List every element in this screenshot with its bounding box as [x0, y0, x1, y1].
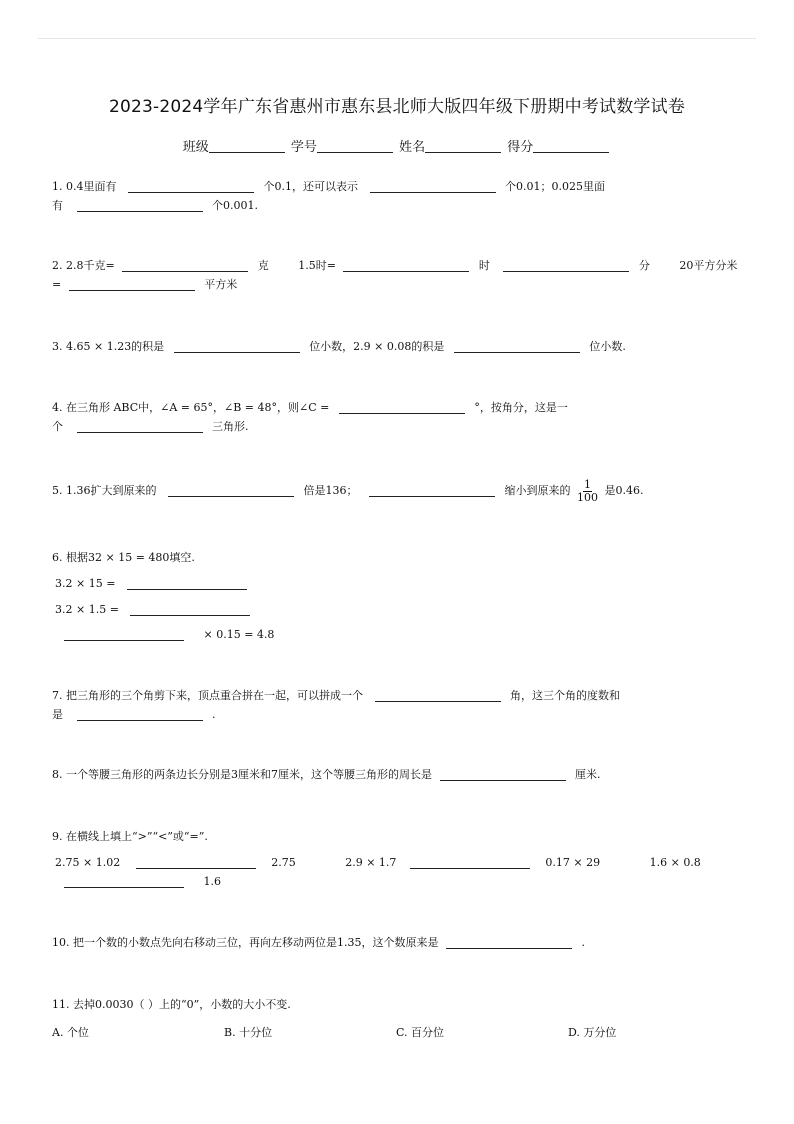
- question-6-expression: 3.2 × 15 =: [55, 577, 116, 590]
- question-8-text: 厘米.: [575, 768, 601, 781]
- q3-blank-2[interactable]: [454, 340, 580, 353]
- question-5-text: 5. 1.36扩大到原来的: [52, 484, 157, 497]
- name-field[interactable]: [425, 140, 501, 153]
- question-9-expression: 2.75 × 1.02: [55, 856, 121, 869]
- question-10-text: .: [581, 936, 585, 949]
- question-2-text: 20平方分米: [679, 259, 738, 272]
- question-4-text: °，按角分，这是一: [474, 401, 568, 414]
- question-2-line-2: [52, 278, 237, 292]
- class-field[interactable]: [209, 140, 285, 153]
- score-label: 得分: [507, 140, 534, 155]
- q3-blank-1[interactable]: [174, 340, 300, 353]
- question-6-expression: × 0.15 = 4.8: [203, 628, 275, 641]
- q1-blank-3[interactable]: [77, 199, 203, 212]
- question-7-line-1: [52, 689, 620, 703]
- option-a[interactable]: A. 个位: [52, 1026, 89, 1039]
- question-9-expression: 1.6: [203, 875, 221, 888]
- question-4-text: 个: [52, 420, 63, 433]
- question-1-text: 有: [52, 199, 63, 212]
- question-1-text: 1. 0.4里面有: [52, 180, 117, 193]
- question-2-text: 2. 2.8千克=: [52, 259, 115, 272]
- question-6-stem: 6. 根据32 × 15 = 480填空.: [52, 551, 195, 564]
- question-6-row-1: [55, 577, 247, 591]
- question-7-text: .: [212, 708, 216, 721]
- question-6-row-3: [64, 628, 274, 642]
- q9-blank-2[interactable]: [410, 856, 530, 869]
- page-title: 2023-2024学年广东省惠州市惠东县北师大版四年级下册期中考试数学试卷: [108, 97, 686, 117]
- fraction-one-hundredth: [576, 479, 599, 504]
- q7-blank-1[interactable]: [375, 689, 501, 702]
- question-9-expression: 2.75: [271, 856, 296, 869]
- q6-blank-1[interactable]: [127, 577, 247, 590]
- q9-blank-1[interactable]: [136, 856, 256, 869]
- question-9-row-1: [55, 856, 701, 870]
- question-5-text: 是0.46.: [604, 484, 644, 497]
- question-8-text: 8. 一个等腰三角形的两条边长分别是3厘米和7厘米，这个等腰三角形的周长是: [52, 768, 432, 781]
- question-2-text: 1.5时=: [298, 259, 336, 272]
- question-3-line: [52, 340, 626, 354]
- q8-blank[interactable]: [440, 768, 566, 781]
- q10-blank[interactable]: [446, 936, 572, 949]
- q4-blank-1[interactable]: [339, 401, 465, 414]
- q2-blank-2[interactable]: [343, 259, 469, 272]
- question-4-line-1: [52, 401, 568, 415]
- fraction-numerator: 1: [583, 477, 591, 491]
- question-1-line-2: [52, 199, 258, 213]
- question-7-line-2: [52, 708, 216, 722]
- name-label: 姓名: [399, 140, 426, 155]
- question-4-line-2: [52, 420, 249, 434]
- question-4-text: 三角形.: [212, 420, 249, 433]
- question-6-row-2: [55, 603, 250, 617]
- question-2-text: 时: [478, 259, 490, 272]
- student-number-label: 学号: [290, 140, 317, 155]
- question-4-text: 4. 在三角形 ABC中，∠A = 65°，∠B = 48°，则∠C =: [52, 401, 330, 414]
- q5-blank-2[interactable]: [369, 484, 495, 497]
- q5-blank-1[interactable]: [168, 484, 294, 497]
- q2-blank-4[interactable]: [69, 278, 195, 291]
- question-5-text: 倍是136；: [303, 484, 358, 497]
- option-d[interactable]: D. 万分位: [568, 1026, 617, 1039]
- question-2-text: =: [52, 278, 62, 291]
- q2-blank-3[interactable]: [503, 259, 629, 272]
- question-3-text: 3. 4.65 × 1.23的积是: [52, 340, 165, 353]
- q1-blank-1[interactable]: [128, 180, 254, 193]
- q2-blank-1[interactable]: [122, 259, 248, 272]
- question-3-text: 位小数.: [589, 340, 626, 353]
- question-1-text: 个0.1，还可以表示: [263, 180, 358, 193]
- question-10-text: 10. 把一个数的小数点先向右移动三位，再向左移动两位是1.35，这个数原来是: [52, 936, 439, 949]
- question-6-expression: 3.2 × 1.5 =: [55, 603, 119, 616]
- top-divider: [38, 38, 756, 39]
- question-10-line: [52, 936, 585, 950]
- question-2-text: 克: [257, 259, 269, 272]
- question-9-expression: 1.6 × 0.8: [649, 856, 701, 869]
- question-1-text: 个0.001.: [212, 199, 258, 212]
- question-9-row-2: [64, 875, 221, 889]
- question-9-expression: 2.9 × 1.7: [345, 856, 397, 869]
- option-b[interactable]: B. 十分位: [224, 1026, 273, 1039]
- score-field[interactable]: [533, 140, 609, 153]
- q9-blank-3[interactable]: [64, 875, 184, 888]
- q4-blank-2[interactable]: [77, 420, 203, 433]
- question-9-expression: 0.17 × 29: [545, 856, 601, 869]
- question-5-line: [52, 478, 643, 504]
- question-7-text: 是: [52, 708, 63, 721]
- student-number-field[interactable]: [317, 140, 393, 153]
- question-2-text: 分: [638, 259, 650, 272]
- question-1-text: 个0.01；0.025里面: [505, 180, 605, 193]
- fraction-denominator: 100: [576, 490, 598, 504]
- question-2-text: 平方米: [204, 278, 238, 291]
- question-7-text: 7. 把三角形的三个角剪下来，顶点重合拼在一起，可以拼成一个: [52, 689, 363, 702]
- question-3-text: 位小数，2.9 × 0.08的积是: [309, 340, 445, 353]
- question-7-text: 角，这三个角的度数和: [510, 689, 620, 702]
- class-label: 班级: [182, 140, 209, 155]
- option-c[interactable]: C. 百分位: [396, 1026, 445, 1039]
- question-11-stem: 11. 去掉0.0030（ ）上的“0”，小数的大小不变.: [52, 998, 291, 1011]
- student-info-row: [0, 136, 794, 155]
- q7-blank-2[interactable]: [77, 708, 203, 721]
- question-9-stem: 9. 在横线上填上“>”“<”或“=”.: [52, 830, 208, 843]
- question-1-line-1: [52, 180, 605, 194]
- question-2-line-1: [52, 259, 737, 273]
- question-8-line: [52, 768, 601, 782]
- q1-blank-2[interactable]: [370, 180, 496, 193]
- q6-blank-2[interactable]: [130, 603, 250, 616]
- question-5-text: 缩小到原来的: [504, 484, 571, 497]
- q6-blank-3[interactable]: [64, 628, 184, 641]
